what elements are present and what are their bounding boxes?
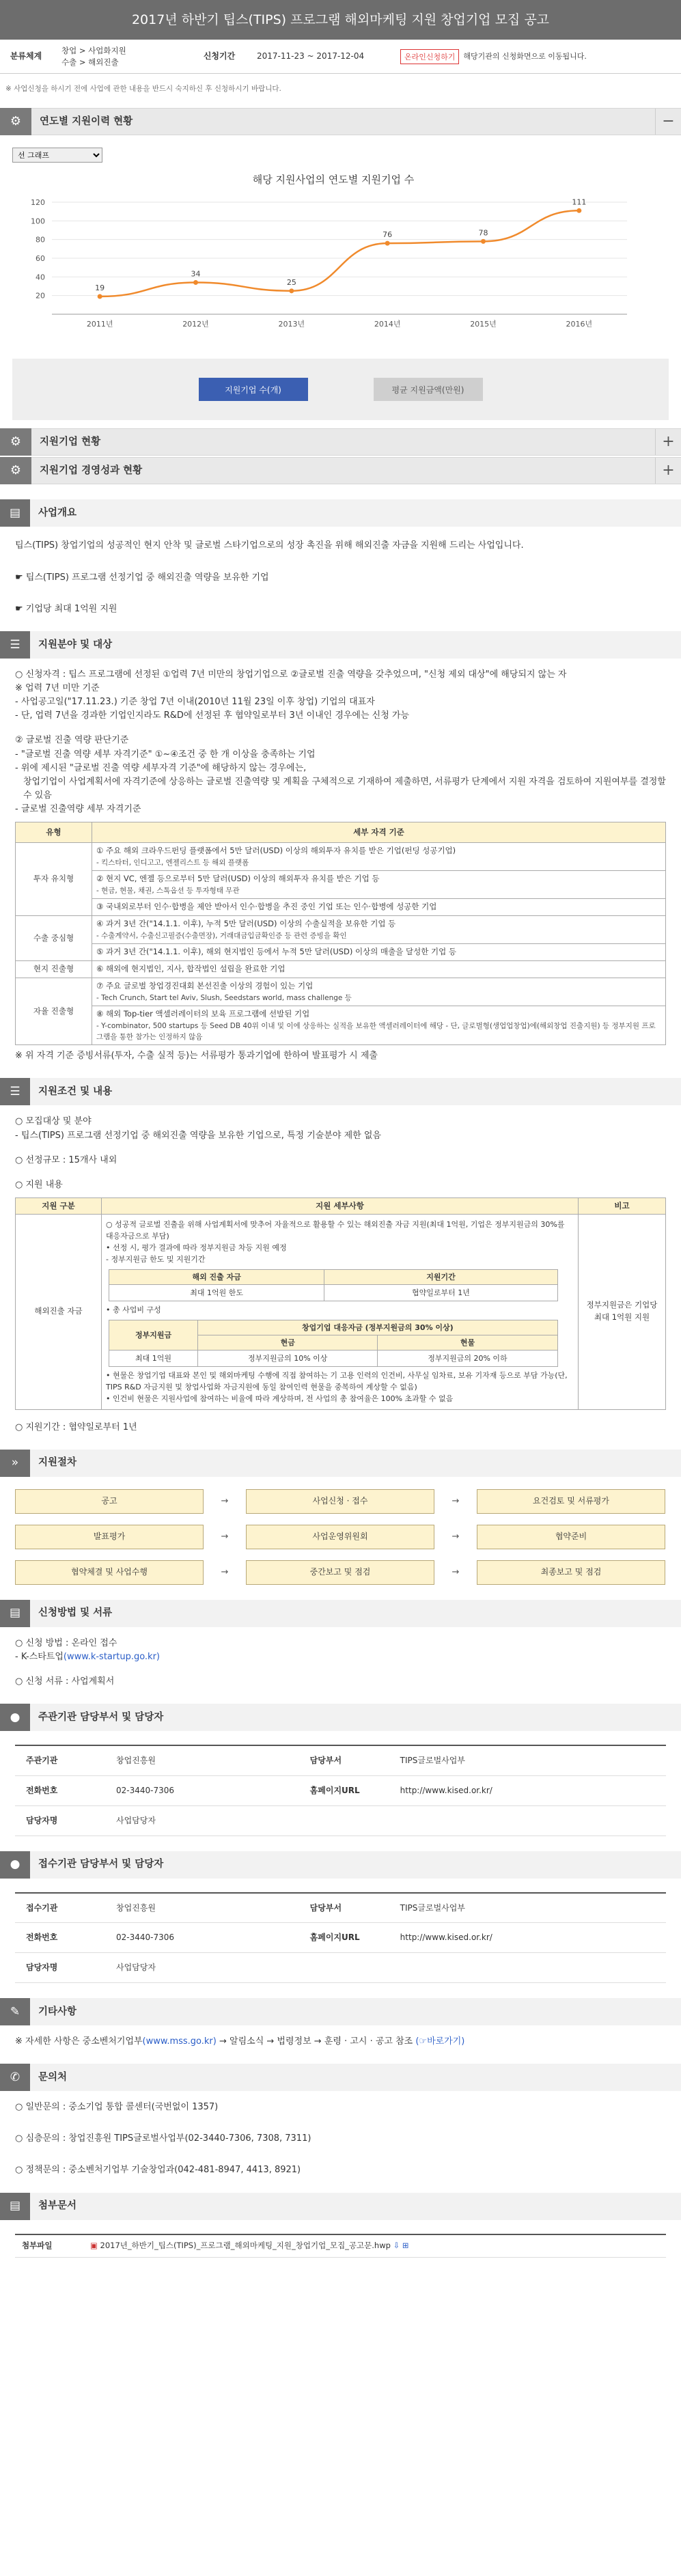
- apply-text: [15, 1650, 666, 1664]
- qual-sub: - 수출계약서, 수출신고필증(수출면장), 거래대금입금확인증 등 관련 증빙을 확인: [96, 932, 347, 941]
- mss-link[interactable]: (www.mss.go.kr): [142, 2036, 217, 2047]
- kv-key: 전화번호: [15, 1923, 105, 1953]
- kv-key: 담당자명: [15, 1805, 105, 1836]
- overview-text: 팁스(TIPS) 창업기업의 성공적인 현지 안착 및 글로벌 스타기업으로의 성장 촉진을 위해 해외진출 자금을 지원해 드리는 사업입니다.: [15, 540, 524, 551]
- go-link[interactable]: (☞바로가기): [415, 2036, 465, 2047]
- table-header: 지원 구분: [16, 1198, 102, 1215]
- data-point: [98, 294, 102, 299]
- process-step: 발표평가: [15, 1525, 204, 1549]
- pencil-icon: ✎: [0, 1998, 30, 2025]
- kv-key: 담당부서: [299, 1893, 389, 1923]
- data-point: [576, 208, 581, 213]
- section-title: 지원기업 경영성과 현황: [40, 465, 143, 477]
- section-title: 접수기관 담당부서 및 담당자: [38, 1859, 164, 1870]
- section-title: 첨부문서: [38, 2200, 77, 2212]
- arrow-right-icon: →: [221, 1495, 229, 1506]
- target-text: - 단, 업력 7년을 경과한 기업인지라도 R&D에 선정된 후 협약일로부터 3년 이내인 경우에는 신청 가능: [15, 710, 410, 721]
- apply-text: ○ 신청 서류 : 사업계획서: [15, 1676, 115, 1687]
- download-icon[interactable]: ⇩: [393, 2240, 400, 2250]
- table-header: 현금: [198, 1335, 378, 1351]
- page-title: 2017년 하반기 팁스(TIPS) 프로그램 해외마케팅 지원 창업기업 모집 공고: [0, 0, 681, 40]
- section-process: [0, 1450, 681, 1477]
- qual-type: 자율 진출형: [16, 978, 92, 1044]
- x-tick-label: 2011년: [86, 320, 113, 329]
- target-body: [0, 668, 681, 1064]
- person-icon: ●: [0, 1704, 30, 1731]
- y-tick-label: 60: [36, 254, 45, 264]
- table-cell: 정부지원금의 20% 이하: [378, 1351, 557, 1367]
- chart-title: 해당 지원사업의 연도별 지원기업 수: [252, 174, 415, 186]
- kv-key: 주관기관: [15, 1745, 105, 1775]
- process-step: 사업신청 · 접수: [246, 1489, 434, 1514]
- kv-value: 사업담당자: [105, 1953, 666, 1983]
- data-label: 76: [383, 230, 393, 240]
- arrow-right-icon: →: [221, 1566, 229, 1577]
- field-line: 창업 > 사업화지원: [61, 46, 126, 56]
- file-label: 첨부파일: [15, 2234, 83, 2258]
- target-text: - 사업공고일("17.11.23.) 기준 창업 7년 이내(2010년 11월 23일 이후 창업) 기업의 대표자: [15, 697, 375, 708]
- section-etc: [0, 1998, 681, 2025]
- contact-text: ○ 정책문의 : 중소벤처기업부 기술창업과(042-481-8947, 4413, 8921): [15, 2165, 301, 2176]
- arrow-right-icon: →: [451, 1566, 460, 1577]
- kv-link[interactable]: http://www.kised.or.kr/: [389, 1775, 666, 1805]
- kv-key: 접수기관: [15, 1893, 105, 1923]
- company-count-button[interactable]: 지원기업 수(개): [199, 378, 308, 401]
- process-step: 최종보고 및 점검: [477, 1560, 665, 1585]
- y-tick-label: 20: [36, 291, 45, 301]
- kv-value: TIPS글로벌사업부: [389, 1893, 666, 1923]
- x-tick-label: 2012년: [182, 320, 209, 329]
- x-tick-label: 2014년: [374, 320, 401, 329]
- support-note: 정부지원금은 기업당 최대 1억원 지원: [579, 1215, 666, 1409]
- kv-value: 창업진흥원: [105, 1893, 299, 1923]
- file-row: [83, 2234, 666, 2258]
- data-label: 111: [572, 197, 587, 207]
- qual-detail: [92, 978, 666, 1006]
- process-step: 요건검토 및 서류평가: [477, 1489, 665, 1514]
- kv-value: 사업담당자: [105, 1805, 666, 1836]
- support-detail: [102, 1215, 579, 1409]
- section-title: 지원조건 및 내용: [38, 1086, 113, 1098]
- field-label: 분류체계: [10, 51, 42, 61]
- process-step: 사업운영위원회: [246, 1525, 434, 1549]
- table-header: 지원 세부사항: [102, 1198, 579, 1215]
- document-icon: ▤: [0, 499, 30, 527]
- section-history[interactable]: [0, 108, 681, 135]
- preview-icon[interactable]: ⊞: [402, 2240, 409, 2250]
- k-startup-link[interactable]: (www.k-startup.go.kr): [63, 1651, 161, 1662]
- period-label: 신청기간: [203, 51, 236, 61]
- section-title: 지원절차: [38, 1457, 77, 1469]
- files-table: [15, 2234, 666, 2258]
- field-line: 수출 > 해외진출: [61, 57, 119, 67]
- qual-detail: [92, 899, 666, 916]
- host-table: [15, 1745, 666, 1836]
- qual-sub: - Tech Crunch, Start tel Aviv, Slush, Seedstars world, mass challenge 등: [96, 993, 352, 1002]
- data-point: [481, 239, 486, 244]
- data-label: 34: [191, 269, 201, 279]
- overview-item: ☛ 팁스(TIPS) 프로그램 선정기업 중 해외진출 역량을 보유한 기업: [15, 572, 269, 583]
- info-bar: [0, 40, 681, 74]
- section-companies[interactable]: [0, 428, 681, 456]
- qual-main: ③ 국내외로부터 인수·합병을 제안 받아서 인수·합병을 추진 중인 기업 또는 인수·합병에 성공한 기업: [96, 902, 437, 912]
- detail-text: • 인건비 현물은 지원사업에 참여하는 비율에 따라 계상하며, 전 사업의 총 참여율은 100% 초과할 수 없음: [106, 1394, 454, 1404]
- gear-icon: ⚙: [0, 428, 31, 456]
- section-title: 지원분야 및 대상: [38, 639, 113, 650]
- etc-part: ※ 자세한 사항은 중소벤처기업부: [15, 2036, 143, 2047]
- target-text: - "글로벌 진출 역량 세부 자격기준" ①~④조건 중 한 개 이상을 충족하는 기업: [15, 749, 316, 760]
- section-performance[interactable]: [0, 457, 681, 484]
- gear-icon: ⚙: [0, 108, 31, 135]
- kv-value: TIPS글로벌사업부: [389, 1745, 666, 1775]
- section-title: 기타사항: [38, 2006, 77, 2017]
- overview-item: ☛ 기업당 최대 1억원 지원: [15, 603, 117, 614]
- qual-type: 현지 진출형: [16, 961, 92, 978]
- table-header: 해외 진출 자금: [109, 1270, 324, 1285]
- table-cell: 협약일로부터 1년: [324, 1285, 557, 1301]
- section-title: 신청방법 및 서류: [38, 1607, 113, 1619]
- target-text: - 위에 제시된 "글로벌 진출 역량 세부자격 기준"에 해당하지 않는 경우에는,: [15, 762, 307, 773]
- table-cell: 정부지원금의 10% 이상: [198, 1351, 378, 1367]
- qual-detail: [92, 871, 666, 899]
- process-step: 협약체결 및 사업수행: [15, 1560, 204, 1585]
- detail-text: - 정부지원금 한도 및 지원기간: [106, 1255, 206, 1264]
- chat-icon: ✆: [0, 2064, 30, 2091]
- kv-key: 홈페이지URL: [299, 1775, 389, 1805]
- detail-text: • 선정 시, 평가 결과에 따라 정부지원금 차등 지원 예정: [106, 1243, 287, 1253]
- online-note: 해당기관의 신청화면으로 이동됩니다.: [463, 51, 587, 61]
- file-link[interactable]: 2017년_하반기_팁스(TIPS)_프로그램_해외마케팅_지원_창업기업_모집_공고문.hwp: [100, 2240, 391, 2250]
- target-text: - 글로벌 진출역량 세부 자격기준: [15, 804, 141, 815]
- kv-key: 전화번호: [15, 1775, 105, 1805]
- qual-main: ① 주요 해외 크라우드펀딩 플랫폼에서 5만 달러(USD) 이상의 해외투자 유치를 받은 기업(펀딩 성공기업): [96, 846, 456, 856]
- overview-body: [0, 539, 681, 615]
- section-conditions: [0, 1078, 681, 1105]
- contact-text: ○ 심층문의 : 창업진흥원 TIPS글로벌사업부(02-3440-7306, 7308, 7311): [15, 2133, 311, 2144]
- target-text: 창업기업이 사업계획서에 자격기준에 상응하는 글로벌 진출역량 및 계획을 구체적으로 기재하여 제출하면, 서류평가 단계에서 지원 자격을 검토하여 지원여부를 결정할 수 있음: [23, 776, 666, 801]
- qual-detail: [92, 1006, 666, 1044]
- data-label: 25: [286, 278, 296, 288]
- section-title: 주관기관 담당부서 및 담당자: [38, 1711, 164, 1723]
- arrow-right-icon: →: [221, 1531, 229, 1542]
- budget-table: [109, 1320, 558, 1367]
- etc-body: [0, 2035, 681, 2049]
- notice-text: ※ 사업신청을 하시기 전에 사업에 관한 내용을 반드시 숙지하신 후 신청하시기 바랍니다.: [5, 85, 281, 93]
- contact-body: [0, 2101, 681, 2177]
- qualification-table: [15, 822, 666, 1045]
- avg-amount-button[interactable]: 평균 지원금액(만원): [374, 378, 483, 401]
- support-kind: 해외진출 자금: [16, 1215, 102, 1409]
- y-tick-label: 40: [36, 273, 45, 282]
- y-tick-label: 80: [36, 235, 45, 245]
- table-header: 창업기업 대응자금 (정부지원금의 30% 이상): [198, 1320, 558, 1335]
- qual-detail: [92, 961, 666, 978]
- qual-main: ② 현지 VC, 엔젤 등으로부터 5만 달러(USD) 이상의 해외투자 유치를 받은 기업 등: [96, 874, 380, 884]
- cond-text: ○ 선정규모 : 15개사 내외: [15, 1154, 117, 1165]
- section-contact: [0, 2064, 681, 2091]
- qual-main: ⑤ 과거 3년 간("14.1.1. 이후), 해외 현지법인 등에서 누적 5만 달러(USD) 이상의 매출을 달성한 기업 등: [96, 947, 456, 957]
- qual-detail: [92, 843, 666, 871]
- y-tick-label: 120: [31, 198, 45, 208]
- chart-area: [0, 135, 681, 345]
- qual-type: 수출 중심형: [16, 916, 92, 961]
- qual-detail: [92, 944, 666, 961]
- section-receiver: [0, 1851, 681, 1879]
- qual-sub: - Y-combinator, 500 startups 등 Seed DB 40위 이내 및 이에 상응하는 실적을 보유한 액셀러레이터에 해당 - 단, 글로벌형(생업업창업)에(해외창업 진출지원) 등 정부지원 프로그램을 통한 참가는 인정하지 않음: [96, 1021, 656, 1042]
- qual-sub: - 현금, 현물, 채권, 스톡옵션 등 투자형태 무관: [96, 887, 240, 896]
- section-target: [0, 631, 681, 659]
- hwp-file-icon: ▣: [90, 2240, 100, 2250]
- cond-text: ○ 지원기간 : 협약일로부터 1년: [15, 1422, 137, 1432]
- expand-icon[interactable]: +: [655, 458, 681, 484]
- receiver-table: [15, 1892, 666, 1984]
- section-apply: [0, 1600, 681, 1627]
- document-icon: ▤: [0, 1600, 30, 1627]
- apply-body: [0, 1637, 681, 1689]
- cond-text: - 팁스(TIPS) 프로그램 선정기업 중 해외진출 역량을 보유한 기업으로, 특정 기술분야 제한 없음: [15, 1130, 381, 1141]
- apply-text: ○ 신청 방법 : 온라인 접수: [15, 1637, 117, 1648]
- expand-icon[interactable]: +: [655, 429, 681, 455]
- section-title: 연도별 지원이력 현황: [40, 116, 133, 128]
- overview-item-text: 팁스(TIPS) 프로그램 선정기업 중 해외진출 역량을 보유한 기업: [25, 572, 269, 583]
- kv-key: 담당부서: [299, 1745, 389, 1775]
- x-tick-label: 2016년: [566, 320, 593, 329]
- etc-part: → 알림소식 → 법령정보 → 훈령 · 고시 · 공고 참조: [219, 2036, 413, 2047]
- table-header: 세부 자격 기준: [92, 822, 666, 843]
- list-icon: ☰: [0, 631, 30, 659]
- apply-site: - K-스타트업: [15, 1651, 64, 1662]
- conditions-body: [0, 1115, 681, 1434]
- kv-key: 담당자명: [15, 1953, 105, 1983]
- target-text: ※ 업력 7년 미만 기준: [15, 682, 100, 693]
- data-point: [193, 280, 198, 285]
- y-tick-label: 100: [31, 217, 45, 226]
- data-point: [385, 241, 390, 246]
- chart-type-select[interactable]: [12, 148, 102, 163]
- table-cell: 최대 1억원: [109, 1351, 198, 1367]
- line-chart: [12, 163, 654, 340]
- limit-table: [109, 1269, 558, 1301]
- qual-main: ④ 과거 3년 간("14.1.1. 이후), 누적 5만 달러(USD) 이상의 수출실적을 보유한 기업 등: [96, 919, 396, 929]
- qual-main: ⑦ 주요 글로벌 창업경진대회 본선진출 이상의 경험이 있는 기업: [96, 980, 314, 991]
- target-text: ② 글로벌 진출 역량 판단기준: [15, 735, 129, 746]
- cond-text: ○ 지원 내용: [15, 1179, 63, 1190]
- period-value: 2017-11-23 ~ 2017-12-04: [257, 51, 365, 61]
- x-tick-label: 2013년: [278, 320, 305, 329]
- table-header: 지원기간: [324, 1270, 557, 1285]
- detail-text: • 총 사업비 구성: [106, 1305, 161, 1315]
- online-apply-button[interactable]: 온라인신청하기: [400, 49, 459, 64]
- document-icon: ▤: [0, 2193, 30, 2220]
- list-icon: ☰: [0, 1078, 30, 1105]
- etc-text: [15, 2035, 666, 2049]
- person-icon: ●: [0, 1851, 30, 1879]
- table-header: 유형: [16, 822, 92, 843]
- overview-item-text: 기업당 최대 1억원 지원: [25, 603, 117, 614]
- section-files: [0, 2193, 681, 2220]
- contact-text: ○ 일반문의 : 중소기업 통합 콜센터(국번없이 1357): [15, 2102, 219, 2113]
- fast-forward-icon: »: [0, 1450, 30, 1477]
- data-label: 19: [95, 283, 105, 293]
- support-table: [15, 1197, 666, 1409]
- process-flow: [0, 1477, 681, 1585]
- qual-main: ⑥ 해외에 현지법인, 지사, 합작법인 설립을 완료한 기업: [96, 964, 286, 974]
- table-cell: 최대 1억원 한도: [109, 1285, 324, 1301]
- arrow-right-icon: →: [451, 1495, 460, 1506]
- kv-value: 02-3440-7306: [105, 1775, 299, 1805]
- qual-type: 투자 유치형: [16, 843, 92, 916]
- qual-detail: [92, 916, 666, 944]
- gear-icon: ⚙: [0, 457, 31, 484]
- field-value: [52, 45, 182, 67]
- data-label: 78: [478, 228, 488, 238]
- table-header: 비고: [579, 1198, 666, 1215]
- chart-buttons: [12, 359, 669, 420]
- x-tick-label: 2015년: [470, 320, 497, 329]
- detail-text: • 현물은 창업기업 대표와 본인 및 해외마케팅 수행에 직접 참여하는 기 고용 인력의 인건비, 사무실 임차료, 보유 기자재 등으로 부담 가능(단, TIPS R&D 자금지원 및 창업사업화 자금지원에 동일 참여인력 현물을 중복하여 계상할 수 없음): [106, 1371, 568, 1392]
- process-step: 중간보고 및 점검: [246, 1560, 434, 1585]
- target-footnote: ※ 위 자격 기준 증빙서류(투자, 수출 실적 등)는 서류평가 통과기업에 한하여 발표평가 시 제출: [15, 1051, 378, 1062]
- section-title: 문의처: [38, 2071, 68, 2083]
- kv-key: 홈페이지URL: [299, 1923, 389, 1953]
- kv-value: 창업진흥원: [105, 1745, 299, 1775]
- arrow-right-icon: →: [451, 1531, 460, 1542]
- detail-text: ○ 성공적 글로벌 진출을 위해 사업계획서에 맞추어 자율적으로 활용할 수 있는 해외진출 자금 지원(최대 1억원, 기업은 정부지원금의 30%를 대응자금으로 부담): [106, 1220, 565, 1241]
- table-header: 현물: [378, 1335, 557, 1351]
- section-title: 사업개요: [38, 508, 77, 519]
- kv-value: 02-3440-7306: [105, 1923, 299, 1953]
- target-text: ○ 신청자격 : 팁스 프로그램에 선정된 ①업력 7년 미만의 창업기업으로 ②글로벌 진출 역량을 갖추었으며, "신청 제외 대상"에 해당되지 않는 자: [15, 669, 567, 680]
- table-header: 정부지원금: [109, 1320, 198, 1351]
- collapse-icon[interactable]: −: [655, 109, 681, 135]
- series-line: [100, 211, 579, 297]
- section-host: [0, 1704, 681, 1731]
- qual-main: ⑧ 해외 Top-tier 액셀러레이터의 보육 프로그램에 선발된 기업: [96, 1008, 310, 1019]
- section-title: 지원기업 현황: [40, 437, 101, 448]
- data-point: [289, 289, 294, 294]
- qual-sub: - 킥스타터, 인디고고, 엔젤리스트 등 해외 플랫폼: [96, 859, 249, 868]
- process-step: 공고: [15, 1489, 204, 1514]
- section-overview: [0, 499, 681, 527]
- process-step: 협약준비: [477, 1525, 665, 1549]
- cond-text: ○ 모집대상 및 분야: [15, 1116, 92, 1127]
- kv-link[interactable]: http://www.kised.or.kr/: [389, 1923, 666, 1953]
